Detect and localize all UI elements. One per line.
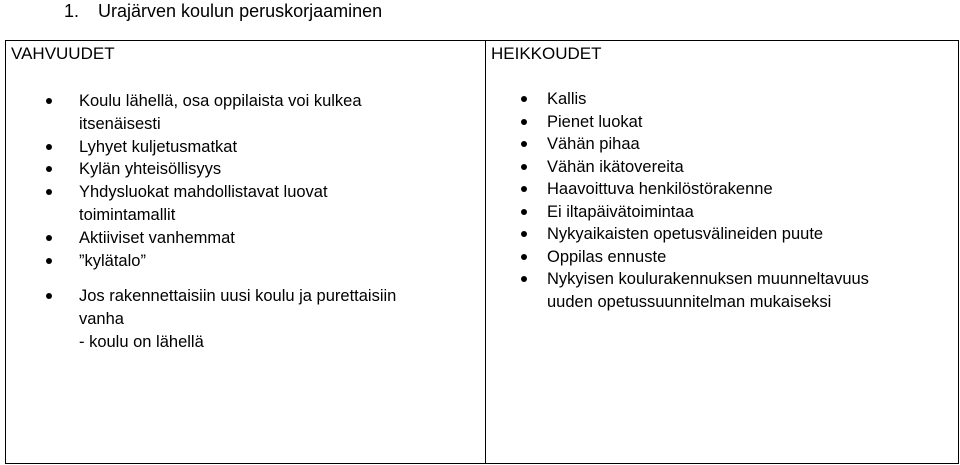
strengths-cell: [6, 41, 486, 463]
list-item-text: Kylän yhteisöllisyys: [79, 160, 222, 179]
bullet-icon: [521, 186, 527, 192]
list-item: [521, 88, 960, 111]
list-item-text: uuden opetussuunnitelman mukaiseksi: [547, 292, 832, 311]
bullet-icon: [521, 119, 527, 125]
list-item-text: Vähän pihaa: [547, 135, 640, 153]
bullet-icon: [46, 144, 52, 150]
weaknesses-title: HEIKKOUDET: [491, 44, 602, 63]
bullet-icon: [521, 141, 527, 147]
list-item: [46, 285, 476, 353]
list-item: [521, 223, 960, 246]
list-item: [46, 181, 476, 227]
bullet-icon: [521, 254, 527, 260]
list-item-text: itsenäisesti: [79, 114, 161, 133]
bullet-icon: [46, 293, 52, 299]
weaknesses-cell: [486, 41, 958, 463]
swot-table: [5, 40, 959, 464]
list-item-text: Yhdysluokat mahdollistavat luovat: [79, 183, 328, 202]
list-item-text: Aktiiviset vanhemmat: [79, 228, 235, 247]
list-item: [46, 136, 476, 159]
list-item-text: Jos rakennettaisiin uusi koulu ja purettaisiin: [79, 287, 397, 306]
list-item: [521, 111, 960, 134]
bullet-icon: [46, 166, 52, 172]
list-item: [46, 90, 476, 136]
list-item-text: Pienet luokat: [547, 112, 643, 131]
list-item-text: ”kylätalo”: [79, 251, 146, 270]
list-item-text: Ei iltapäivätoimintaa: [547, 202, 694, 221]
bullet-icon: [46, 189, 52, 195]
list-item: [521, 201, 960, 224]
list-item-text: Nykyaikaisten opetusvälineiden puute: [547, 225, 824, 243]
bullet-icon: [521, 276, 527, 282]
list-item-text: Koulu lähellä, osa oppilaista voi kulkea: [79, 92, 362, 110]
bullet-icon: [521, 209, 527, 215]
list-item-text: - koulu on lähellä: [79, 332, 204, 351]
section-number: 1.: [64, 1, 80, 21]
list-item: [521, 156, 960, 179]
list-item: [46, 227, 476, 250]
weaknesses-list: [521, 88, 960, 313]
strengths-list: [46, 90, 476, 354]
list-item: [521, 246, 960, 269]
list-item-text: vanha: [79, 310, 124, 329]
section-heading: [64, 0, 382, 22]
list-item-text: Haavoittuva henkilöstörakenne: [547, 180, 773, 198]
list-item-text: toimintamallit: [79, 205, 176, 224]
strengths-title: VAHVUUDET: [11, 44, 115, 63]
bullet-icon: [521, 96, 527, 102]
list-item-text: Lyhyet kuljetusmatkat: [79, 137, 238, 156]
list-item-text: Oppilas ennuste: [547, 247, 667, 266]
list-item: [521, 178, 960, 201]
bullet-icon: [521, 231, 527, 237]
bullet-icon: [46, 258, 52, 264]
bullet-icon: [521, 164, 527, 170]
bullet-icon: [46, 98, 52, 104]
list-item: [521, 268, 960, 313]
list-item: [521, 133, 960, 156]
section-title: Urajärven koulun peruskorjaaminen: [98, 1, 383, 21]
list-item-text: Kallis: [547, 90, 587, 108]
list-item-text: Vähän ikätovereita: [547, 157, 684, 176]
list-item: [46, 158, 476, 181]
list-item: [46, 250, 476, 273]
list-item-text: Nykyisen koulurakennuksen muunneltavuus: [547, 270, 869, 288]
bullet-icon: [46, 235, 52, 241]
